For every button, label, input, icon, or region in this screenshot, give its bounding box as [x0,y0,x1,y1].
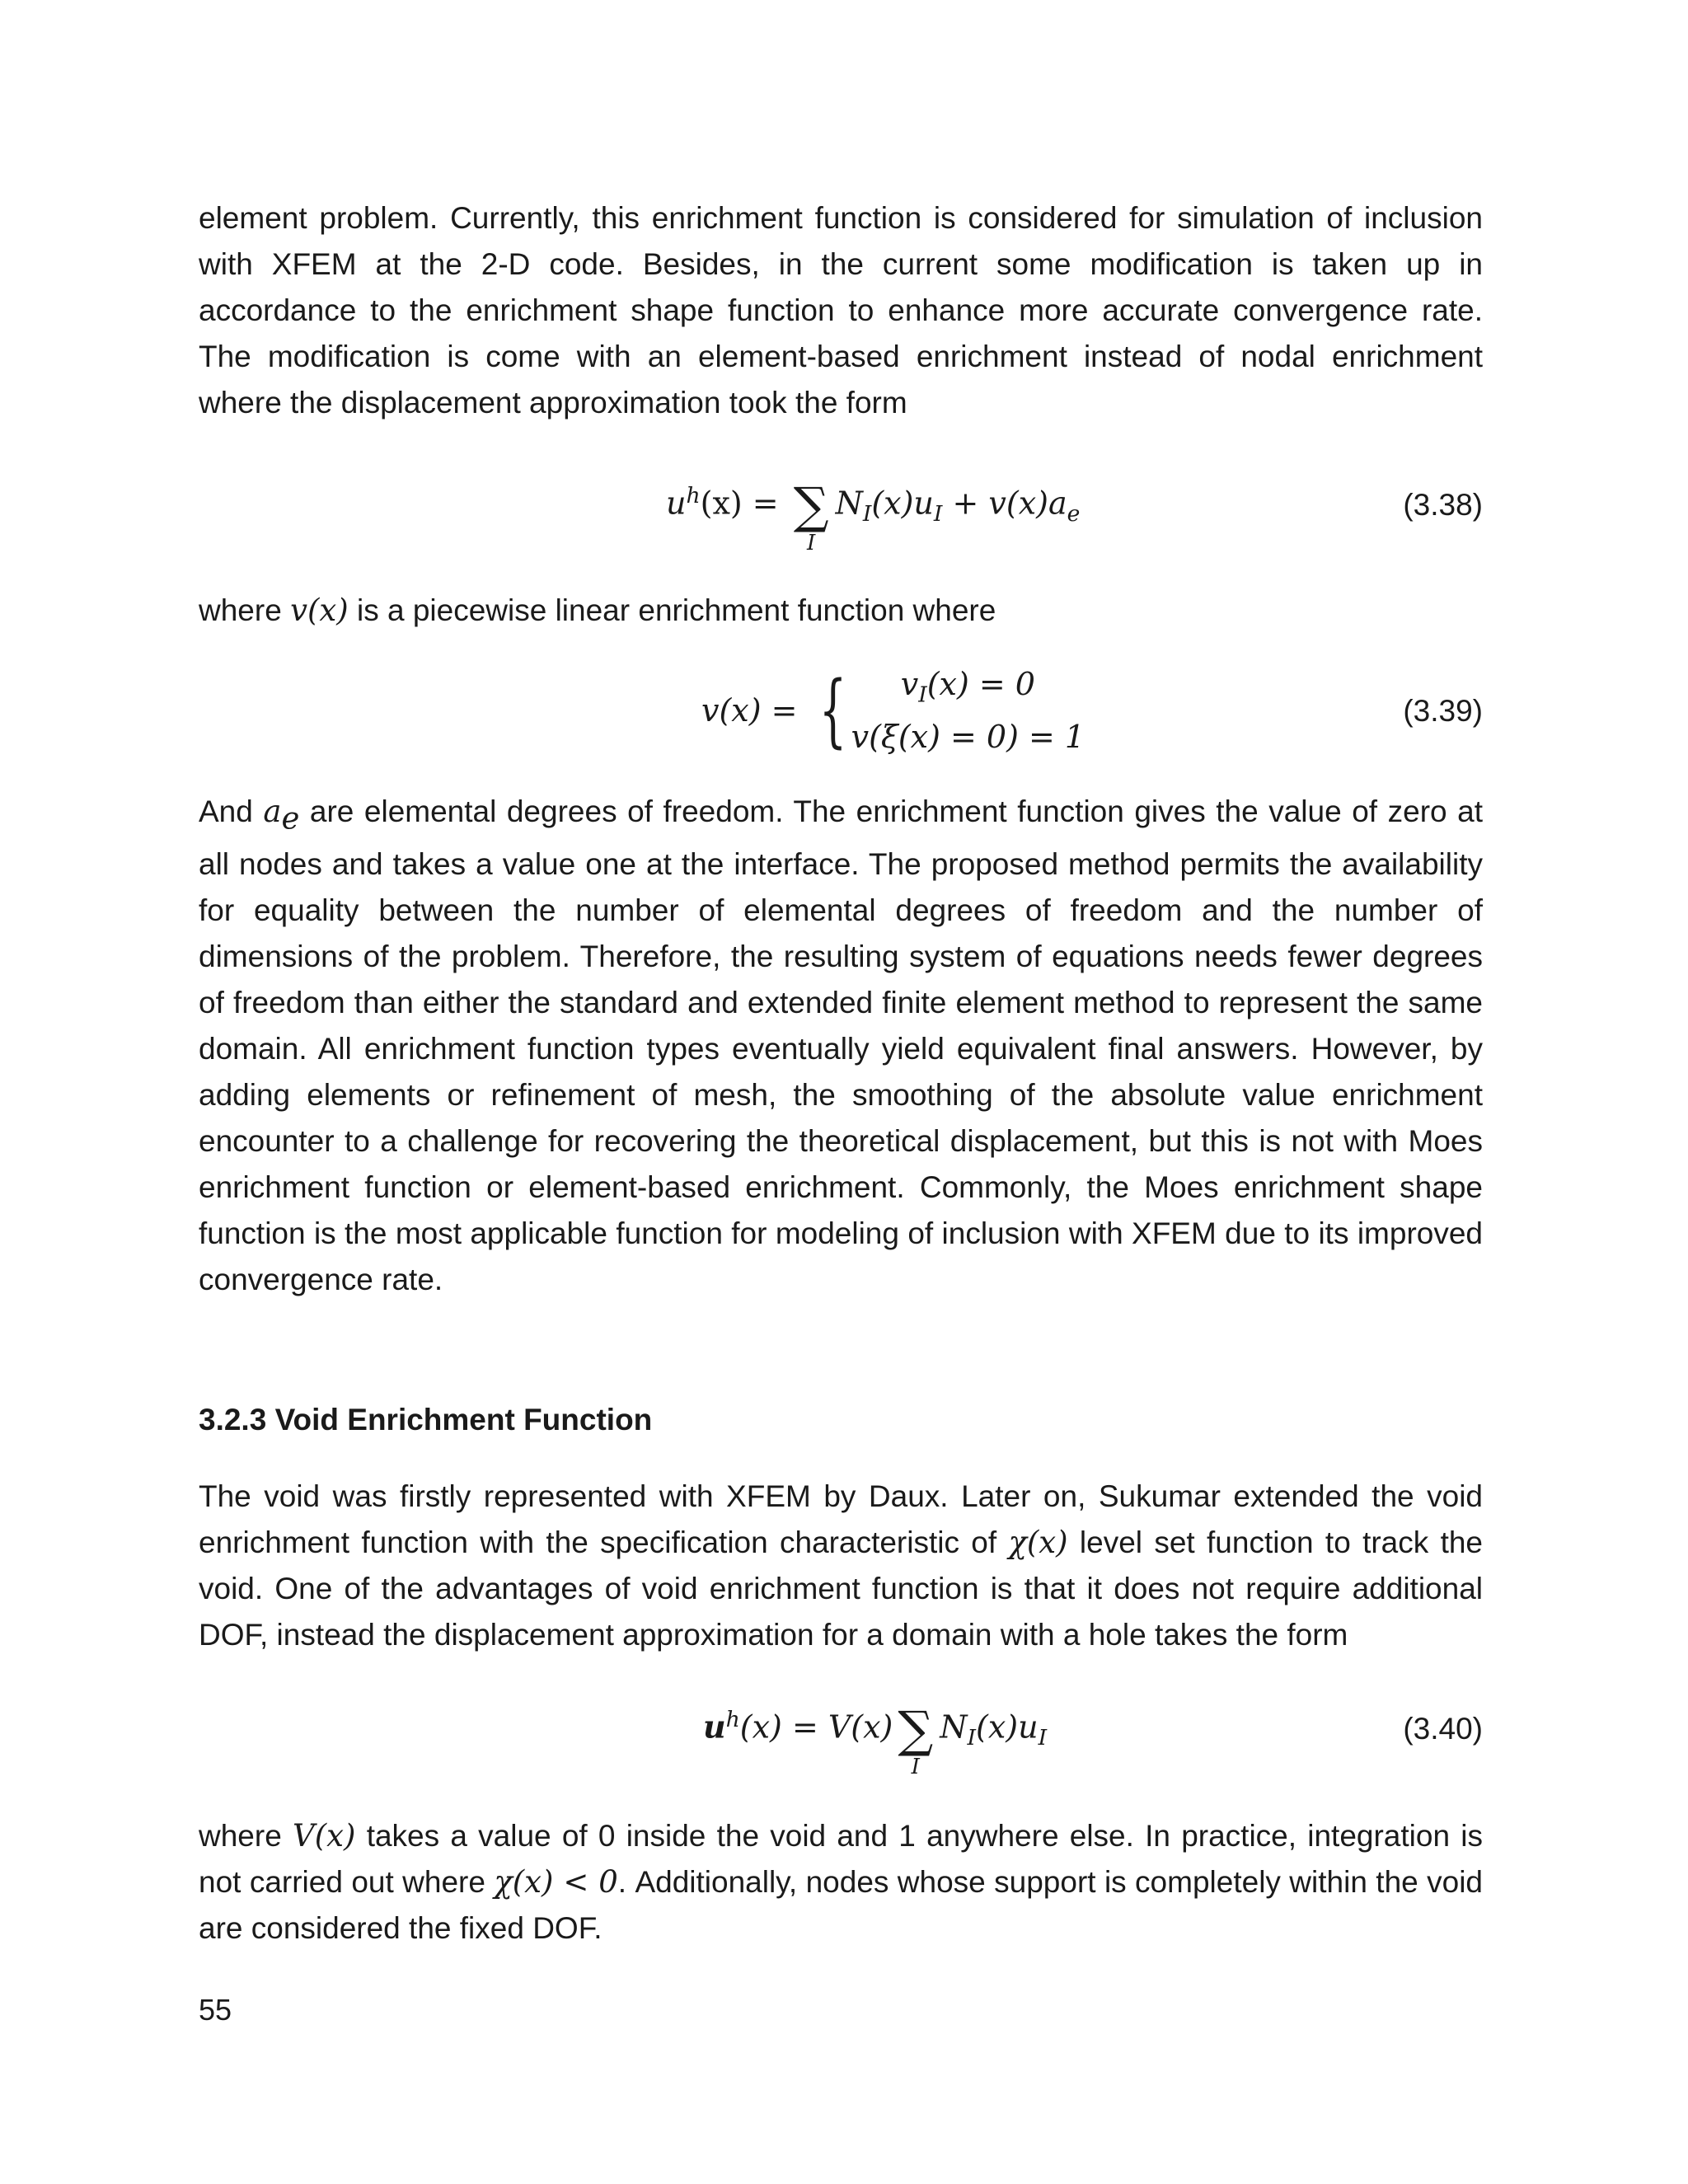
equation-3-39 [199,663,1483,757]
summation-symbol: ∑ I [898,1701,934,1779]
equation-3-39-body: v(x) = { $v_I(x) = 0$ v(ξ(x) = 0) = 1 [701,663,1085,757]
summation-symbol: ∑ I [793,477,829,555]
equation-number: (3.38) [1403,488,1483,522]
equation-3-38 [199,470,1483,560]
equation-3-40-body: $u^h(x) = V(x)$ ∑ I $N_I(x)u_I$ [703,1701,1048,1779]
paragraph-1 [199,195,1483,426]
page-number: 55 [199,1993,232,2027]
paragraph-3: And $a_e$ are elemental degrees of freedom. The enrichment function gives the value of zero at all nodes and takes a value one at the interface. The proposed method permits the availability for equality between the number of elemental degrees of freedom and the number of dimensions of the problem. Therefore, the resulting system of equations needs fewer degrees of freedom than either the standard and extended finite element method to represent the same domain. All enrichment function types eventually yield equivalent final answers. However, by adding elements or refinement of mesh, the smoothing of the absolute value enrichment encounter to a challenge for recovering the theoretical displacement, but this is not with Moes enrichment function or element-based enrichment. Commonly, the Moes enrichment shape function is the most applicable function for modeling of inclusion with XFEM due to its improved convergence rate. [199,794,1483,1297]
section-heading: 3.2.3 Void Enrichment Function [199,1403,653,1436]
equation-number: (3.40) [1403,1712,1483,1746]
piecewise-cases: $v_I(x) = 0$ v(ξ(x) = 0) = 1 [851,666,1085,755]
equation-number: (3.39) [1403,694,1483,728]
paragraph-1-text: element problem. Currently, this enrichment function is considered for simulation of inclusion with XFEM at the 2-D code. Besides, in the current some modification is taken up in accordance to the enrichment shape function to enhance more accurate convergence rate. The modification is come with an element-based enrichment instead of nodal enrichment where the displacement approximation took the form [199,201,1483,419]
paragraph-5: where V(x) takes a value of 0 inside the void and 1 anywhere else. In practice, integration is not carried out where χ(x) < 0. Additionally, nodes whose support is completely within the void are considered the fixed DOF. [199,1818,1483,1945]
equation-3-38-body: $u^h(x)$ = ∑ I $N_I(x)u_I + v(x)a_e$ [666,477,1081,555]
equation-3-40 [199,1694,1483,1784]
left-brace: { [818,663,846,757]
paragraph-2: where v(x) is a piecewise linear enrichment function where [199,593,996,628]
paragraph-4: The void was firstly represented with XFEM by Daux. Later on, Sukumar extended the void enrichment function with the specification characteristic of χ(x) level set function to track the void. One of the advantages of void enrichment function is that it does not require additional DOF, instead the displacement approximation for a domain with a hole takes the form [199,1479,1483,1652]
